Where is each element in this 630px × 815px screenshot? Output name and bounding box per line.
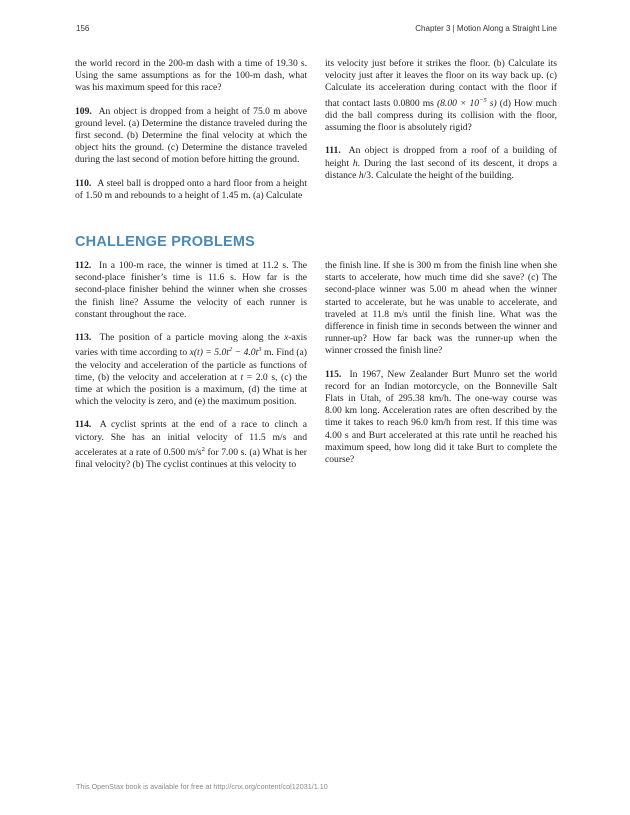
problem-text: A steel ball is dropped onto a hard floor from a height of 1.50 m and rebounds to a height of 1.45 m. (a) Calculate <box>75 177 307 201</box>
problem-115 <box>325 369 557 467</box>
problem-text: = 2.0 s, (c) the time at which the position is a maximum, (d) the time at which the velocity is zero, and (e) the maximum position. <box>75 371 307 408</box>
problem-109 <box>75 106 307 167</box>
problem-number: 115. <box>325 368 342 380</box>
math-term: x(t) = 5.0t <box>189 347 229 359</box>
math-expression <box>437 98 497 109</box>
problem-text: /3. Calculate the height of the building. <box>363 169 514 181</box>
problem-text: for 7.00 s. (a) What is her final velocity? (b) The cyclist continues at this velocity to <box>75 447 307 471</box>
problem-113 <box>75 332 307 408</box>
page-number: 156 <box>76 24 90 33</box>
problem-number: 111. <box>325 145 341 157</box>
section-heading: CHALLENGE PROBLEMS <box>75 234 256 250</box>
column-right-bottom <box>325 260 557 477</box>
math-expression <box>190 347 262 358</box>
variable-h: h <box>358 169 364 181</box>
problem-text: m. Find (a) the velocity and acceleration of the particle as functions of time, (b) the velocity and acceleration at <box>75 347 307 383</box>
chapter-title: Chapter 3 | Motion Along a Straight Line <box>415 24 557 33</box>
problem-text: An object is dropped from a roof of a building of height <box>325 145 557 169</box>
problem-111 <box>325 145 557 182</box>
problem-number: 113. <box>75 332 92 344</box>
problem-text: . During the last second of its descent, it drops a distance <box>325 157 557 181</box>
math-exponent: 3 <box>258 346 262 354</box>
column-left-top <box>75 58 307 213</box>
problem-number: 112. <box>75 260 92 271</box>
math-exponent: −5 <box>479 96 487 104</box>
problem-114-continued: the finish line. If she is 300 m from the finish line when she starts to accelerate, how much time did she save? (c) The second-place winner was 5.00 m ahead when the winner started to accelerate, but he was unable to accelerate, and traveled at 11.8 m/s until the finish line. What was the difference in finish time in seconds between the winner and runner-up? How far back was the runner-up when the winner crossed the finish line? <box>325 260 557 357</box>
math-exponent: 2 <box>201 445 205 453</box>
math-term: − 4.0t <box>232 347 259 359</box>
problem-114 <box>75 419 307 471</box>
math-tail: s) <box>486 97 497 109</box>
math-exponent: 2 <box>228 346 233 354</box>
problem-number: 109. <box>75 105 92 117</box>
problem-text: The position of a particle moving along the <box>99 332 285 344</box>
column-left-bottom <box>75 260 307 482</box>
column-right-top <box>325 58 557 193</box>
math-base: (8.00 × 10 <box>436 97 480 109</box>
variable-x: x <box>284 332 289 344</box>
problem-text: An object is dropped from a height of 75.0 m above ground level. (a) Determine the distance traveled during the first second. (b) Determine the final velocity at which the object hits the ground. (c) Determine the distance traveled during the last second of motion before hitting the ground. <box>75 105 307 166</box>
variable-h: h <box>352 157 358 169</box>
problem-number: 110. <box>75 177 92 189</box>
variable-t: t <box>240 371 244 383</box>
problem-text: -axis varies with time according to <box>75 332 307 359</box>
problem-110-continued <box>325 58 557 134</box>
problem-112 <box>75 260 307 321</box>
problem-text: In a 100-m race, the winner is timed at 11.2 s. The second-place finisher’s time is 11.6 s. How far is the second-place finisher behind the winner when she crosses the finish line? Assume the velocity of each runner is constant throughout the race. <box>75 260 308 320</box>
problem-text: A cyclist sprints at the end of a race to clinch a victory. She has an initial velocity of 11.5 m/s and accelerates at a rate of 0.500 m/s <box>75 419 307 459</box>
problem-110 <box>75 178 307 202</box>
problem-text: In 1967, New Zealander Burt Munro set the world record for an Indian motorcycle, on the Bonneville Salt Flats in Utah, of 295.38 km/h. The one-way course was 8.00 km long. Acceleration rates are often described by the time it takes to reach 96.0 km/h from rest. If this time was 4.00 s and Burt accelerated at this rate until he reached his maximum speed, how long did it take Burt to complete the course? <box>325 368 557 466</box>
continued-text: its velocity just before it strikes the floor. (b) Calculate its velocity just after it leaves the floor on its way back up. (c) Calculate its acceleration during contact with the floor if that contact lasts 0.0800 ms <box>325 58 557 109</box>
continued-text: (d) How much did the ball compress during its collision with the floor, assuming the floor is absolutely rigid? <box>325 97 557 134</box>
continued-paragraph: the world record in the 200-m dash with a time of 19.30 s. Using the same assumptions as for the 100-m dash, what was his maximum speed for this race? <box>75 58 307 94</box>
footer-text: This OpenStax book is available for free at http://cnx.org/content/col12031/1.10 <box>76 782 328 791</box>
problem-number: 114. <box>75 419 92 431</box>
